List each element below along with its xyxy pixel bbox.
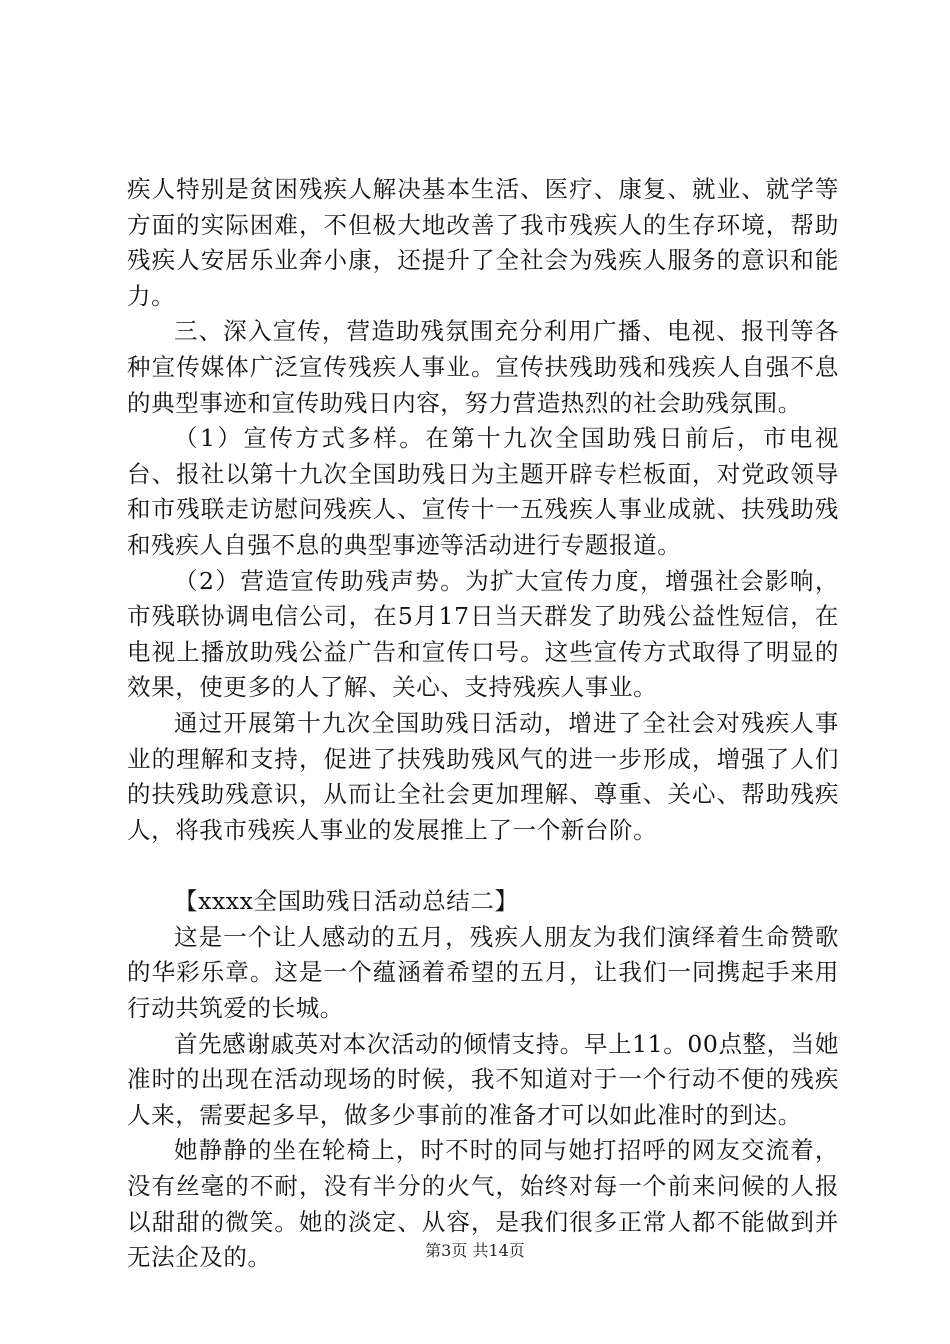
paragraph-item-1: （1）宣传方式多样。在第十九次全国助残日前后，市电视台、报社以第十九次全国助残日为主题开辟专栏板面，对党政领导和市残联走访慰问残疾人、宣传十一五残疾人事业成就、扶残助残和残疾人自强不息的典型事迹等活动进行专题报道。: [127, 424, 839, 559]
paragraph-item-2: （2）营造宣传助残声势。为扩大宣传力度，增强社会影响，市残联协调电信公司，在5月17日当天群发了助残公益性短信，在电视上播放助残公益广告和宣传口号。这些宣传方式取得了明显的效果，使更多的人了解、关心、支持残疾人事业。: [127, 566, 839, 702]
paragraph-section-three: 三、深入宣传，营造助残氛围充分利用广播、电视、报刊等各种宣传媒体广泛宣传残疾人事业。宣传扶残助残和残疾人自强不息的典型事迹和宣传助残日内容，努力营造热烈的社会助残氛围。: [127, 317, 839, 417]
document-body: [127, 172, 839, 1276]
paragraph-thanks: 首先感谢戚英对本次活动的倾情支持。早上11。00点整，当她准时的出现在活动现场的时候，我不知道对于一个行动不便的残疾人来，需要起多早，做多少事前的准备才可以如此准时的到达。: [127, 1029, 839, 1129]
paragraph-may-intro: 这是一个让人感动的五月，残疾人朋友为我们演绎着生命赞歌的华彩乐章。这是一个蕴涵着希望的五月，让我们一同携起手来用行动共筑爱的长城。: [127, 922, 839, 1023]
section-heading: 【xxxx全国助残日活动总结二】: [174, 887, 519, 916]
paragraph-continued: 疾人特别是贫困残疾人解决基本生活、医疗、康复、就业、就学等方面的实际困难，不但极大地改善了我市残疾人的生存环境，帮助残疾人安居乐业奔小康，还提升了全社会为残疾人服务的意识和能力。: [127, 175, 839, 310]
page-footer: 第3页 共14页: [425, 1241, 525, 1260]
paragraph-conclusion: 通过开展第十九次全国助残日活动，增进了全社会对残疾人事业的理解和支持，促进了扶残助残风气的进一步形成，增强了人们的扶残助残意识，从而让全社会更加理解、尊重、关心、帮助残疾人，将我市残疾人事业的发展推上了一个新台阶。: [127, 708, 839, 844]
paragraph-wheelchair: 她静静的坐在轮椅上，时不时的同与她打招呼的网友交流着，没有丝毫的不耐，没有半分的火气，始终对每一个前来问候的人报以甜甜的微笑。她的淡定、从容，是我们很多正常人都不能做到并无法企及的。: [127, 1136, 839, 1272]
